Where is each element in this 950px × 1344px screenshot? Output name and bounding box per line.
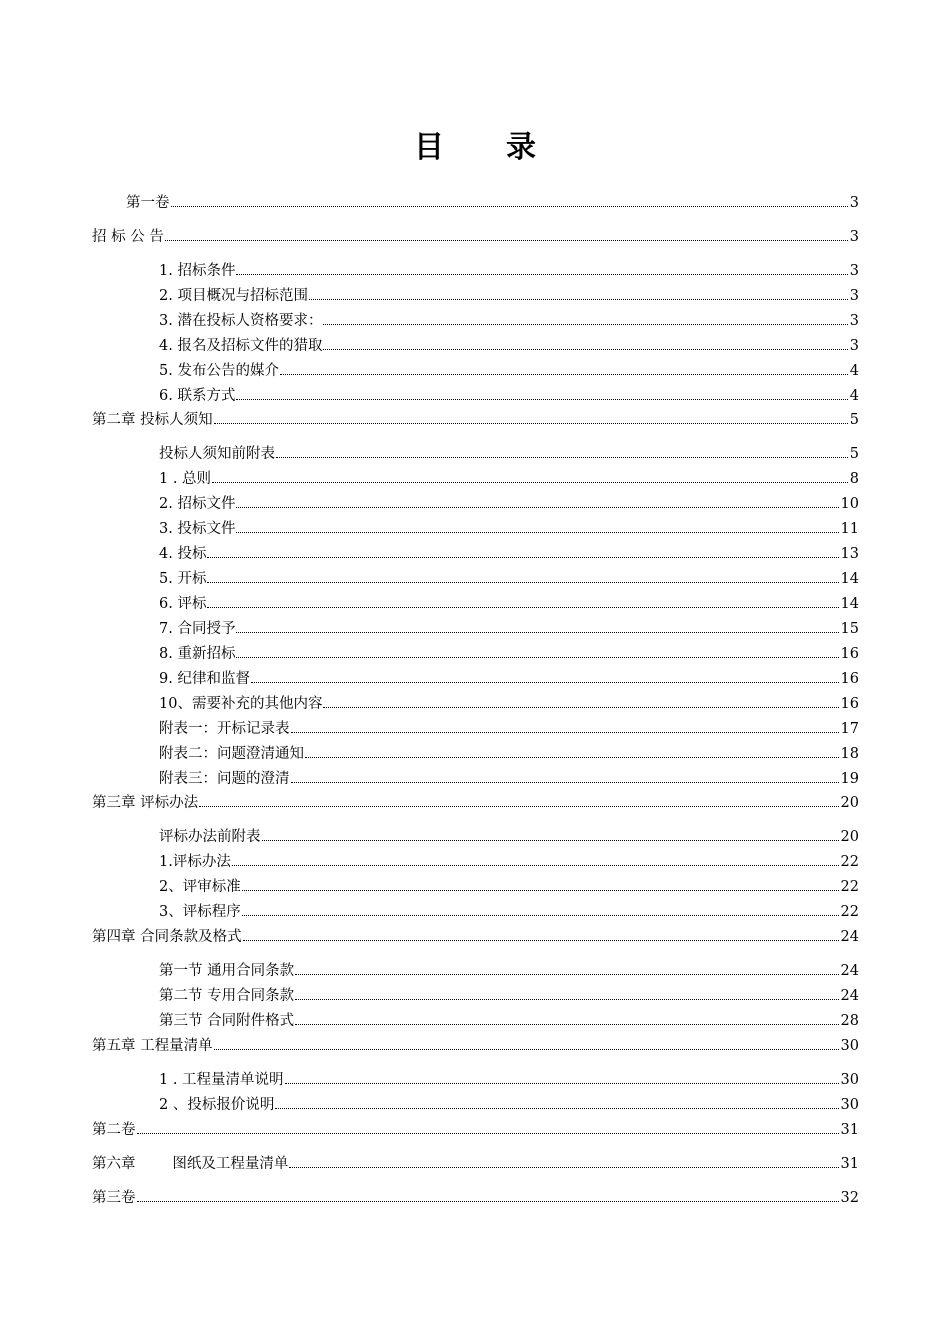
toc-entry-page: 24: [840, 929, 859, 945]
toc-entry[interactable]: [92, 1155, 859, 1173]
toc-entry-page: 14: [840, 596, 859, 612]
toc-entry-label: 7. 合同授予: [159, 621, 236, 637]
dot-leader: [295, 1023, 838, 1025]
toc-entry[interactable]: [159, 495, 859, 513]
toc-entry[interactable]: [159, 287, 859, 305]
toc-entry-page: 30: [840, 1072, 859, 1088]
toc-entry[interactable]: [159, 962, 859, 980]
toc-entry-page: 24: [840, 988, 859, 1004]
toc-entry[interactable]: [92, 228, 859, 246]
toc-entry-label: 2. 项目概况与招标范围: [159, 288, 308, 304]
toc-entry-page: 5: [849, 412, 859, 428]
toc-entry-label: 8. 重新招标: [159, 646, 236, 662]
toc-entry-label: 2、评审标准: [159, 879, 241, 895]
toc-entry-label: 第三节 合同附件格式: [159, 1013, 295, 1029]
toc-entry-label: 3. 潜在投标人资格要求：: [159, 313, 323, 329]
toc-entry[interactable]: [159, 745, 859, 763]
dot-leader: [285, 1082, 839, 1084]
toc-entry-label: 附表二：问题澄清通知: [159, 746, 304, 762]
toc-entry-page: 16: [840, 696, 859, 712]
toc-entry-label: 1 . 总则: [159, 471, 212, 487]
dot-leader: [214, 422, 848, 424]
toc-entry-page: 3: [849, 229, 859, 245]
toc-entry-page: 16: [840, 671, 859, 687]
toc-entry[interactable]: [159, 1012, 859, 1030]
toc-entry[interactable]: [92, 1189, 859, 1207]
toc-entry[interactable]: [159, 720, 859, 738]
dot-leader: [291, 731, 839, 733]
toc-entry-label: 5. 发布公告的媒介: [159, 363, 279, 379]
toc-entry-label: 2 、投标报价说明: [159, 1097, 275, 1113]
toc-entry-page: 17: [840, 721, 859, 737]
toc-entry-label: 6. 评标: [159, 596, 207, 612]
toc-entry[interactable]: [159, 770, 859, 788]
toc-entry-page: 4: [849, 363, 859, 379]
toc-entry-page: 3: [849, 195, 859, 211]
toc-entry-label: 9. 纪律和监督: [159, 671, 250, 687]
dot-leader: [251, 681, 839, 683]
toc-entry-label: 第三卷: [92, 1190, 136, 1206]
toc-entry-label: 招 标 公 告: [92, 229, 164, 245]
toc-entry-page: 22: [840, 904, 859, 920]
toc-entry-label: 第二卷: [92, 1122, 136, 1138]
toc-entry[interactable]: [92, 928, 859, 946]
toc-entry-page: 3: [849, 313, 859, 329]
toc-entry-page: 16: [840, 646, 859, 662]
dot-leader: [262, 839, 839, 841]
dot-leader: [137, 1200, 839, 1202]
toc-entry-page: 14: [840, 571, 859, 587]
toc-entry-page: 3: [849, 288, 859, 304]
toc-entry-page: 30: [840, 1097, 859, 1113]
toc-entry[interactable]: [159, 470, 859, 488]
toc-entry[interactable]: [159, 445, 859, 463]
toc-entry-label: 第二节 专用合同条款: [159, 988, 295, 1004]
toc-entry-label: 第五章 工程量清单: [92, 1038, 213, 1054]
dot-leader: [212, 481, 848, 483]
toc-entry-page: 18: [840, 746, 859, 762]
toc-entry[interactable]: [159, 387, 859, 405]
dot-leader: [236, 506, 838, 508]
toc-title: 目录: [414, 130, 598, 165]
toc-entry-label: 第一卷: [126, 195, 170, 211]
toc-entry-label: 4. 投标: [159, 546, 207, 562]
toc-entry[interactable]: [159, 570, 859, 588]
toc-entry[interactable]: [159, 645, 859, 663]
toc-entry[interactable]: [159, 620, 859, 638]
toc-entry[interactable]: [92, 794, 859, 812]
toc-entry[interactable]: [159, 595, 859, 613]
toc-entry[interactable]: [159, 1071, 859, 1089]
toc-entry-label: 第六章 图纸及工程量清单: [92, 1156, 289, 1172]
dot-leader: [242, 914, 839, 916]
toc-entry-page: 20: [840, 829, 859, 845]
toc-entry-label: 3、评标程序: [159, 904, 241, 920]
toc-entry-label: 6. 联系方式: [159, 388, 236, 404]
toc-entry-label: 4. 报名及招标文件的猎取: [159, 338, 323, 354]
toc-entry-page: 22: [840, 854, 859, 870]
dot-leader: [207, 606, 838, 608]
toc-entry[interactable]: [126, 194, 859, 212]
toc-entry[interactable]: [159, 903, 859, 921]
toc-entry-label: 2. 招标文件: [159, 496, 236, 512]
dot-leader: [236, 631, 838, 633]
toc-entry[interactable]: [159, 337, 859, 355]
toc-entry-page: 5: [849, 446, 859, 462]
toc-entry-page: 4: [849, 388, 859, 404]
toc-entry-page: 8: [849, 471, 859, 487]
toc-entry-label: 附表一：开标记录表: [159, 721, 290, 737]
toc-entry-label: 5. 开标: [159, 571, 207, 587]
toc-entry-label: 投标人须知前附表: [159, 446, 275, 462]
dot-leader: [309, 298, 848, 300]
toc-entry-label: 第二章 投标人须知: [92, 412, 213, 428]
dot-leader: [199, 805, 838, 807]
toc-entry[interactable]: [159, 520, 859, 538]
toc-entry-label: 1. 招标条件: [159, 263, 236, 279]
dot-leader: [291, 781, 839, 783]
toc-entry-label: 1 . 工程量清单说明: [159, 1072, 284, 1088]
toc-entry[interactable]: [159, 1096, 859, 1114]
toc-entry-page: 15: [840, 621, 859, 637]
toc-entry-page: 10: [840, 496, 859, 512]
toc-entry[interactable]: [159, 695, 859, 713]
toc-entry[interactable]: [159, 670, 859, 688]
toc-entry-page: 32: [840, 1190, 859, 1206]
toc-entry-label: 附表三：问题的澄清: [159, 771, 290, 787]
toc-entry-page: 3: [849, 263, 859, 279]
dot-leader: [295, 973, 838, 975]
dot-leader: [236, 398, 847, 400]
dot-leader: [165, 239, 848, 241]
toc-entry-label: 3. 投标文件: [159, 521, 236, 537]
dot-leader: [171, 205, 848, 207]
dot-leader: [305, 756, 839, 758]
dot-leader: [137, 1132, 839, 1134]
toc-entry-label: 评标办法前附表: [159, 829, 261, 845]
dot-leader: [276, 456, 848, 458]
dot-leader: [214, 1048, 839, 1050]
toc-entry[interactable]: [92, 1037, 859, 1055]
dot-leader: [295, 998, 838, 1000]
dot-leader: [236, 273, 847, 275]
dot-leader: [323, 323, 847, 325]
toc-entry-page: 31: [840, 1156, 859, 1172]
toc-entry[interactable]: [159, 362, 859, 380]
toc-entry-page: 24: [840, 963, 859, 979]
dot-leader: [323, 706, 838, 708]
toc-entry[interactable]: [92, 1121, 859, 1139]
toc-entry[interactable]: [159, 853, 859, 871]
toc-entry-page: 31: [840, 1122, 859, 1138]
dot-leader: [280, 373, 848, 375]
toc-entry-label: 第一节 通用合同条款: [159, 963, 295, 979]
dot-leader: [207, 556, 838, 558]
toc-entry-label: 1.评标办法: [159, 854, 231, 870]
dot-leader: [236, 656, 838, 658]
toc-entry-page: 13: [840, 546, 859, 562]
dot-leader: [207, 581, 838, 583]
toc-entry-page: 3: [849, 338, 859, 354]
toc-entry[interactable]: [159, 987, 859, 1005]
toc-entry-page: 19: [840, 771, 859, 787]
dot-leader: [275, 1107, 838, 1109]
toc-entry[interactable]: [159, 545, 859, 563]
toc-entry[interactable]: [159, 828, 859, 846]
toc-entry[interactable]: [92, 411, 859, 429]
toc-entry[interactable]: [159, 262, 859, 280]
toc-entry-label: 第四章 合同条款及格式: [92, 929, 242, 945]
toc-entry-page: 11: [840, 521, 859, 537]
toc-entry-label: 10、需要补充的其他内容: [159, 696, 323, 712]
toc-entry-page: 28: [840, 1013, 859, 1029]
toc-entry-page: 30: [840, 1038, 859, 1054]
toc-entry[interactable]: [159, 878, 859, 896]
dot-leader: [323, 348, 847, 350]
toc-entry-page: 22: [840, 879, 859, 895]
dot-leader: [243, 939, 839, 941]
dot-leader: [232, 864, 839, 866]
dot-leader: [242, 889, 839, 891]
toc-entry-label: 第三章 评标办法: [92, 795, 199, 811]
toc-entry-page: 20: [840, 795, 859, 811]
dot-leader: [236, 531, 838, 533]
dot-leader: [289, 1166, 838, 1168]
toc-entry[interactable]: [159, 312, 859, 330]
